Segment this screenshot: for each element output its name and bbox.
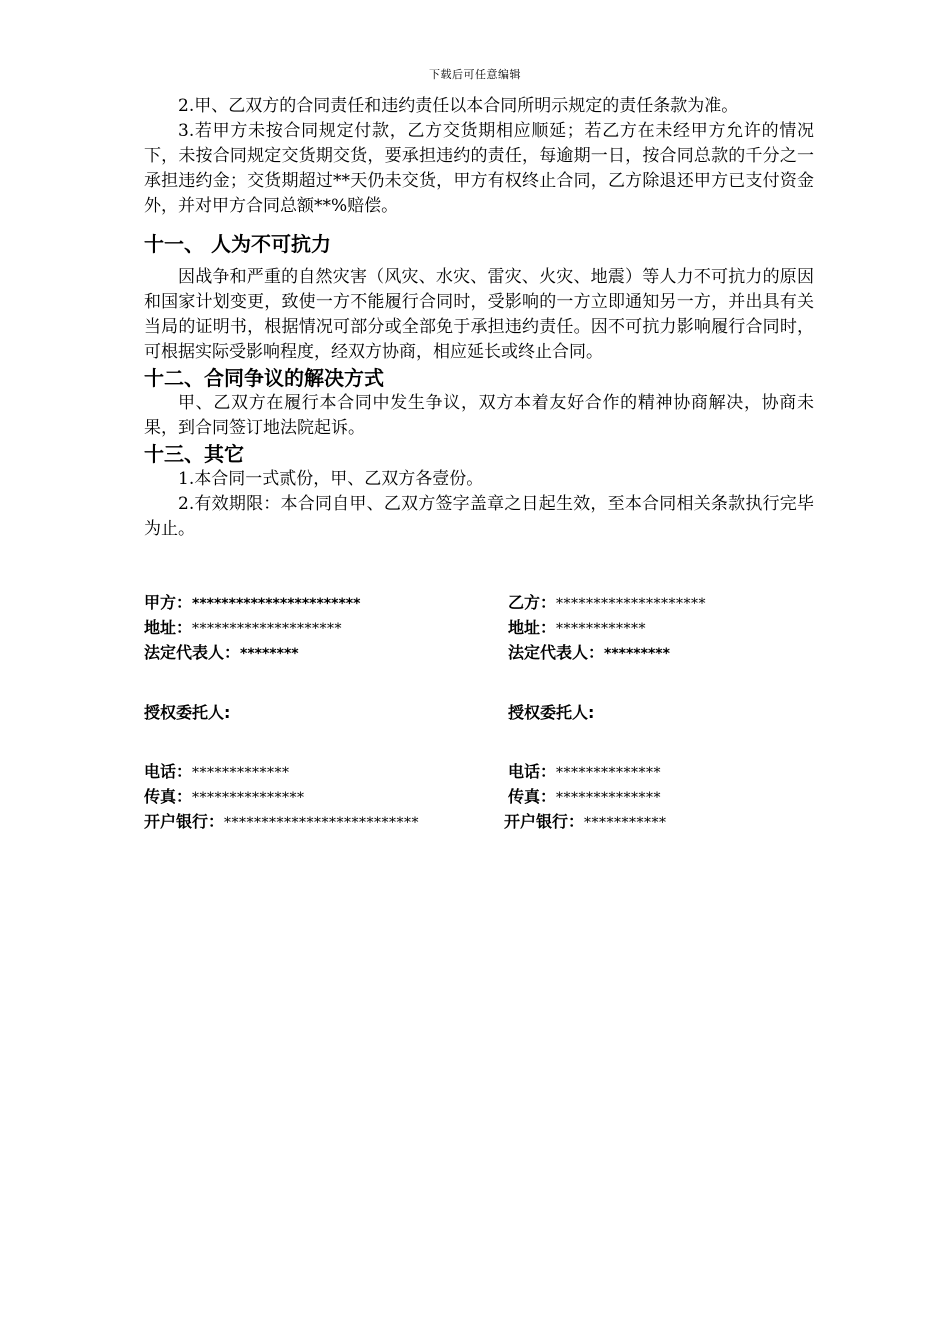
contract-body (144, 94, 814, 542)
clause-10-3: 3.若甲方未按合同规定付款，乙方交货期相应顺延；若乙方在未经甲方允许的情况下，未按合同规定交货期交货，要承担违约的责任，每逾期一日，按合同总款的千分之一承担违约金；交货期超过**天仍未交货，甲方有权终止合同，乙方除退还甲方已支付资金外，并对甲方合同总额**%赔偿。 (144, 121, 814, 216)
representative-row (144, 640, 844, 665)
spacer (144, 665, 844, 700)
party-b-name: 乙方：******************** (508, 593, 707, 612)
fax-row (144, 784, 844, 809)
clause-13-2: 2.有效期限：本合同自甲、乙双方签字盖章之日起生效，至本合同相关条款执行完毕为止。 (144, 494, 814, 539)
page-header: 下载后可任意编辑 (429, 68, 521, 81)
party-a-bank: 开户银行：************************** (144, 812, 420, 831)
section-12-title: 十二、合同争议的解决方式 (144, 366, 384, 390)
section-11-title: 十一、 人为不可抗力 (144, 232, 331, 256)
spacer (144, 725, 844, 759)
party-a-fax: 传真：*************** (144, 787, 305, 806)
party-name-row (144, 590, 844, 615)
address-row (144, 615, 844, 640)
phone-row (144, 759, 844, 784)
party-b-fax: 传真：************** (508, 787, 662, 806)
signature-block (144, 590, 844, 834)
party-a-representative: 法定代表人：******** (144, 643, 299, 662)
party-b-address: 地址：************ (508, 618, 647, 637)
section-11-text: 因战争和严重的自然灾害（风灾、水灾、雷灾、火灾、地震）等人力不可抗力的原因和国家计划变更，致使一方不能履行合同时，受影响的一方立即通知另一方，并出具有关当局的证明书，根据情况可部分或全部免于承担违约责任。因不可抗力影响履行合同时，可根据实际受影响程度，经双方协商，相应延长或终止合同。 (144, 267, 814, 362)
section-13-title: 十三、其它 (144, 442, 244, 466)
party-b-bank: 开户银行：*********** (504, 812, 667, 831)
agent-row (144, 700, 844, 725)
party-b-agent: 授权委托人: (508, 703, 595, 722)
party-a-phone: 电话：************* (144, 762, 290, 781)
party-a-name: 甲方：*********************** (144, 593, 361, 612)
party-a-agent: 授权委托人: (144, 703, 231, 722)
section-12-text: 甲、乙双方在履行本合同中发生争议，双方本着友好合作的精神协商解决，协商未果，到合同签订地法院起诉。 (144, 393, 814, 438)
party-b-representative: 法定代表人：********* (508, 643, 670, 662)
clause-10-2: 2.甲、乙双方的合同责任和违约责任以本合同所明示规定的责任条款为准。 (178, 96, 739, 116)
party-a-address: 地址：******************** (144, 618, 343, 637)
party-b-phone: 电话：************** (508, 762, 662, 781)
bank-row (144, 809, 844, 834)
clause-13-1: 1.本合同一式贰份，甲、乙双方各壹份。 (178, 469, 484, 489)
